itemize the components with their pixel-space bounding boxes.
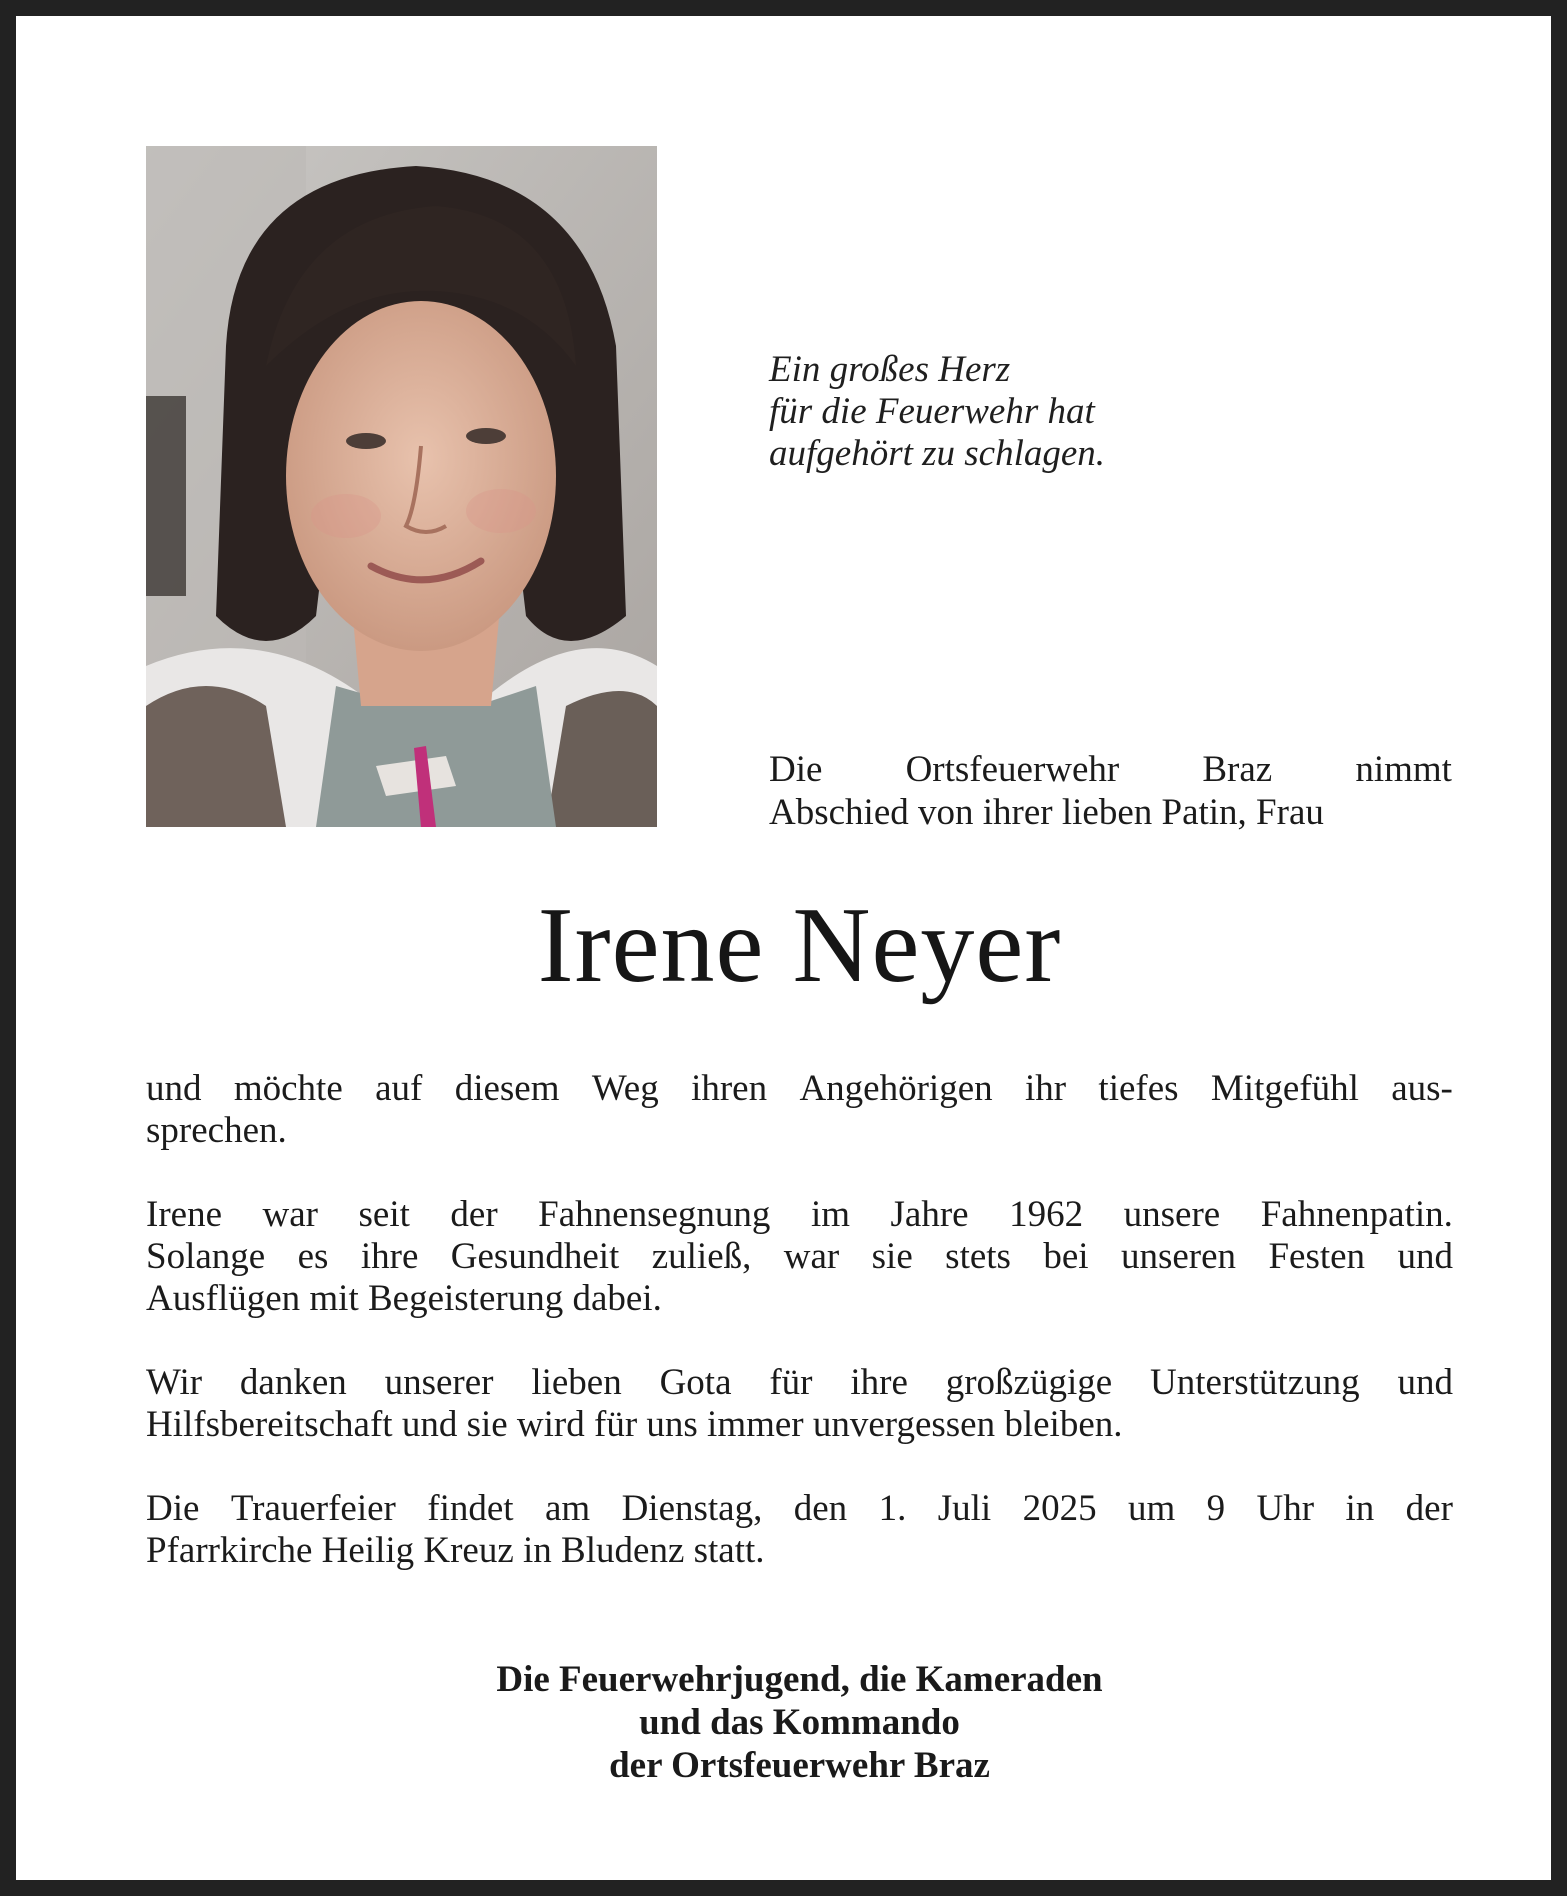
word: 2025 <box>1022 1488 1097 1529</box>
word: bei <box>1043 1236 1089 1277</box>
word: 9 <box>1206 1488 1226 1529</box>
justified-line <box>146 1488 1453 1530</box>
paragraph-last-line: Ausflügen mit Begeisterung dabei. <box>146 1278 662 1319</box>
word: es <box>297 1236 329 1277</box>
justified-line <box>146 1362 1453 1404</box>
memorial-quote <box>769 349 1289 475</box>
word: ihr <box>1024 1068 1067 1109</box>
justified-line <box>146 1236 1453 1278</box>
paragraph-funeral-details <box>146 1488 1453 1572</box>
quote-line: für die Feuerwehr hat <box>769 391 1095 432</box>
word: den <box>793 1488 848 1529</box>
word: 1962 <box>1009 1194 1084 1235</box>
word: unserer <box>384 1362 494 1403</box>
signature-line: der Ortsfeuerwehr Braz <box>609 1745 990 1786</box>
paragraph-last-line: Hilfsbereitschaft und sie wird für uns immer unvergessen bleiben. <box>146 1404 1123 1445</box>
word: der <box>450 1194 498 1235</box>
word: Trauerfeier <box>230 1488 396 1529</box>
word: ihre <box>850 1362 908 1403</box>
word: Uhr <box>1256 1488 1315 1529</box>
word: tiefes <box>1098 1068 1179 1109</box>
deceased-name: Irene Neyer <box>537 886 1062 1005</box>
word: 1. <box>878 1488 907 1529</box>
word: am <box>544 1488 591 1529</box>
word: war <box>262 1194 318 1235</box>
word: Juli <box>937 1488 992 1529</box>
word: findet <box>427 1488 514 1529</box>
word: für <box>769 1362 813 1403</box>
word: Festen <box>1268 1236 1366 1277</box>
word: zuließ, <box>651 1236 752 1277</box>
word: und <box>1397 1362 1453 1403</box>
quote-line: aufgehört zu schlagen. <box>769 433 1106 474</box>
word: unsere <box>1123 1194 1221 1235</box>
intro-line: Abschied von ihrer lieben Patin, Frau <box>769 792 1324 833</box>
paragraph-last-line: Pfarrkirche Heilig Kreuz in Bludenz statt. <box>146 1530 765 1571</box>
paragraph-condolence <box>146 1068 1453 1152</box>
signature-line: und das Kommando <box>639 1702 960 1743</box>
word: ihre <box>360 1236 419 1277</box>
word: seit <box>358 1194 410 1235</box>
word: Wir <box>146 1362 203 1403</box>
signature-line: Die Feuerwehrjugend, die Kameraden <box>496 1659 1103 1700</box>
word: Weg <box>591 1068 659 1109</box>
farewell-intro <box>769 748 1452 834</box>
word: Fahnensegnung <box>538 1194 771 1235</box>
word: sie <box>871 1236 913 1277</box>
word: großzügige <box>945 1362 1113 1403</box>
word: Gota <box>659 1362 732 1403</box>
portrait-photo <box>146 146 657 827</box>
word: war <box>783 1236 840 1277</box>
word: Die <box>146 1488 200 1529</box>
word: ihren <box>691 1068 768 1109</box>
paragraph-thanks <box>146 1362 1453 1446</box>
word: möchte <box>233 1068 343 1109</box>
quote-line: Ein großes Herz <box>769 349 1011 390</box>
word: um <box>1127 1488 1176 1529</box>
word: Angehörigen <box>799 1068 993 1109</box>
paragraph-history <box>146 1194 1453 1320</box>
word: Dienstag, <box>621 1488 763 1529</box>
word: danken <box>239 1362 347 1403</box>
word: Die <box>769 749 823 790</box>
word: nimmt <box>1355 749 1452 790</box>
intro-line-justified <box>769 748 1452 791</box>
word: im <box>810 1194 850 1235</box>
word: Ortsfeuerwehr <box>905 749 1120 790</box>
paragraph-last-line: sprechen. <box>146 1110 287 1151</box>
word: Irene <box>146 1194 222 1235</box>
word: diesem <box>454 1068 560 1109</box>
signature-block <box>16 1658 1567 1787</box>
justified-line <box>146 1194 1453 1236</box>
word: Fahnenpatin. <box>1260 1194 1453 1235</box>
obituary-body <box>146 1068 1453 1614</box>
word: Solange <box>146 1236 266 1277</box>
word: lieben <box>531 1362 622 1403</box>
word: der <box>1405 1488 1453 1529</box>
word: Jahre <box>890 1194 969 1235</box>
word: in <box>1345 1488 1375 1529</box>
word: Mitgefühl <box>1210 1068 1359 1109</box>
justified-line <box>146 1068 1453 1110</box>
word: Gesundheit <box>450 1236 620 1277</box>
word: und <box>1397 1236 1453 1277</box>
word: unseren <box>1120 1236 1237 1277</box>
portrait-illustration <box>146 146 657 827</box>
word: auf <box>375 1068 423 1109</box>
word: und <box>146 1068 202 1109</box>
word: aus- <box>1391 1068 1453 1109</box>
word: Unterstützung <box>1150 1362 1360 1403</box>
word: Braz <box>1202 749 1273 790</box>
word: stets <box>945 1236 1011 1277</box>
